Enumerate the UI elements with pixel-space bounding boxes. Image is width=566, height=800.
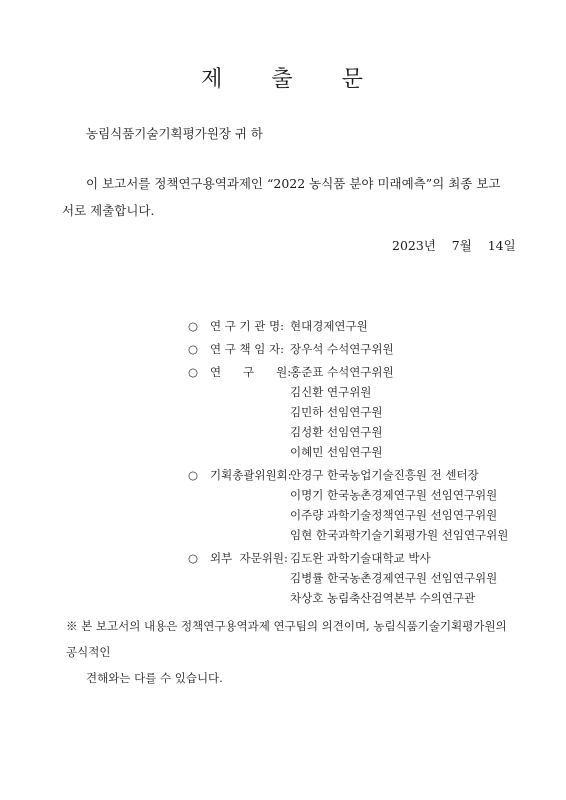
submission-statement: 이 보고서를 정책연구용역과제인 “2022 농식품 분야 미래예측”의 최종 보고서로 제출합니다. <box>62 176 501 218</box>
institution-row <box>188 316 508 336</box>
planning-committee-label: 기획총괄위원회: <box>210 468 292 482</box>
pi-value: 장우석 수석연구위원 <box>290 342 394 356</box>
advisory-row <box>188 548 508 568</box>
institution-value: 현대경제연구원 <box>290 319 368 333</box>
advisor-name: 차상호 농림축산검역본부 수의연구관 <box>290 591 476 605</box>
recipient-line: 농림식품기술기획평가원장 귀 하 <box>86 126 263 141</box>
circle-bullet-icon: ○ <box>188 319 199 333</box>
institution-label: 연 구 기 관 명: <box>210 319 285 333</box>
circle-bullet-icon: ○ <box>188 551 199 565</box>
disclaimer-line-2: 견해와는 다를 수 있습니다. <box>86 671 223 685</box>
disclaimer-line-1: 본 보고서의 내용은 정책연구용역과제 연구팀의 의견이며, 농림식품기술기획평가원의 공식적인 <box>66 619 507 659</box>
researcher-name: 김성환 선임연구원 <box>290 425 383 439</box>
advisory-label: 외부 자문위원: <box>210 551 288 565</box>
pi-row <box>188 339 508 359</box>
committee-member: 임현 한국과학기술기획평가원 선임연구위원 <box>290 528 509 542</box>
advisor-name: 김병률 한국농촌경제연구원 선임연구위원 <box>290 571 498 585</box>
research-team-info <box>188 316 508 608</box>
researcher-name: 이혜민 선임연구원 <box>290 445 383 459</box>
circle-bullet-icon: ○ <box>188 468 199 482</box>
researcher-name: 김신환 연구위원 <box>290 385 372 399</box>
circle-bullet-icon: ○ <box>188 342 199 356</box>
reference-mark-icon: ※ <box>66 619 78 633</box>
researcher-name: 김민하 선임연구원 <box>290 405 383 419</box>
planning-committee-row <box>188 465 508 485</box>
advisor-name: 김도완 과학기술대학교 박사 <box>290 551 431 565</box>
committee-member: 이주량 과학기술정책연구원 선임연구위원 <box>290 508 498 522</box>
pi-label: 연 구 책 임 자: <box>210 342 285 356</box>
page-title: 제 출 문 <box>201 67 365 92</box>
committee-member: 이명기 한국농촌경제연구원 선임연구위원 <box>290 488 498 502</box>
circle-bullet-icon: ○ <box>188 365 199 379</box>
researcher-name: 홍준표 수석연구위원 <box>290 365 394 379</box>
committee-member: 안경구 한국농업기술진흥원 전 센터장 <box>290 468 479 482</box>
researchers-label: 연 구 원: <box>210 365 292 379</box>
disclaimer-note <box>66 613 516 691</box>
researchers-row <box>188 362 508 382</box>
submission-date: 2023년 7월 14일 <box>392 238 516 253</box>
